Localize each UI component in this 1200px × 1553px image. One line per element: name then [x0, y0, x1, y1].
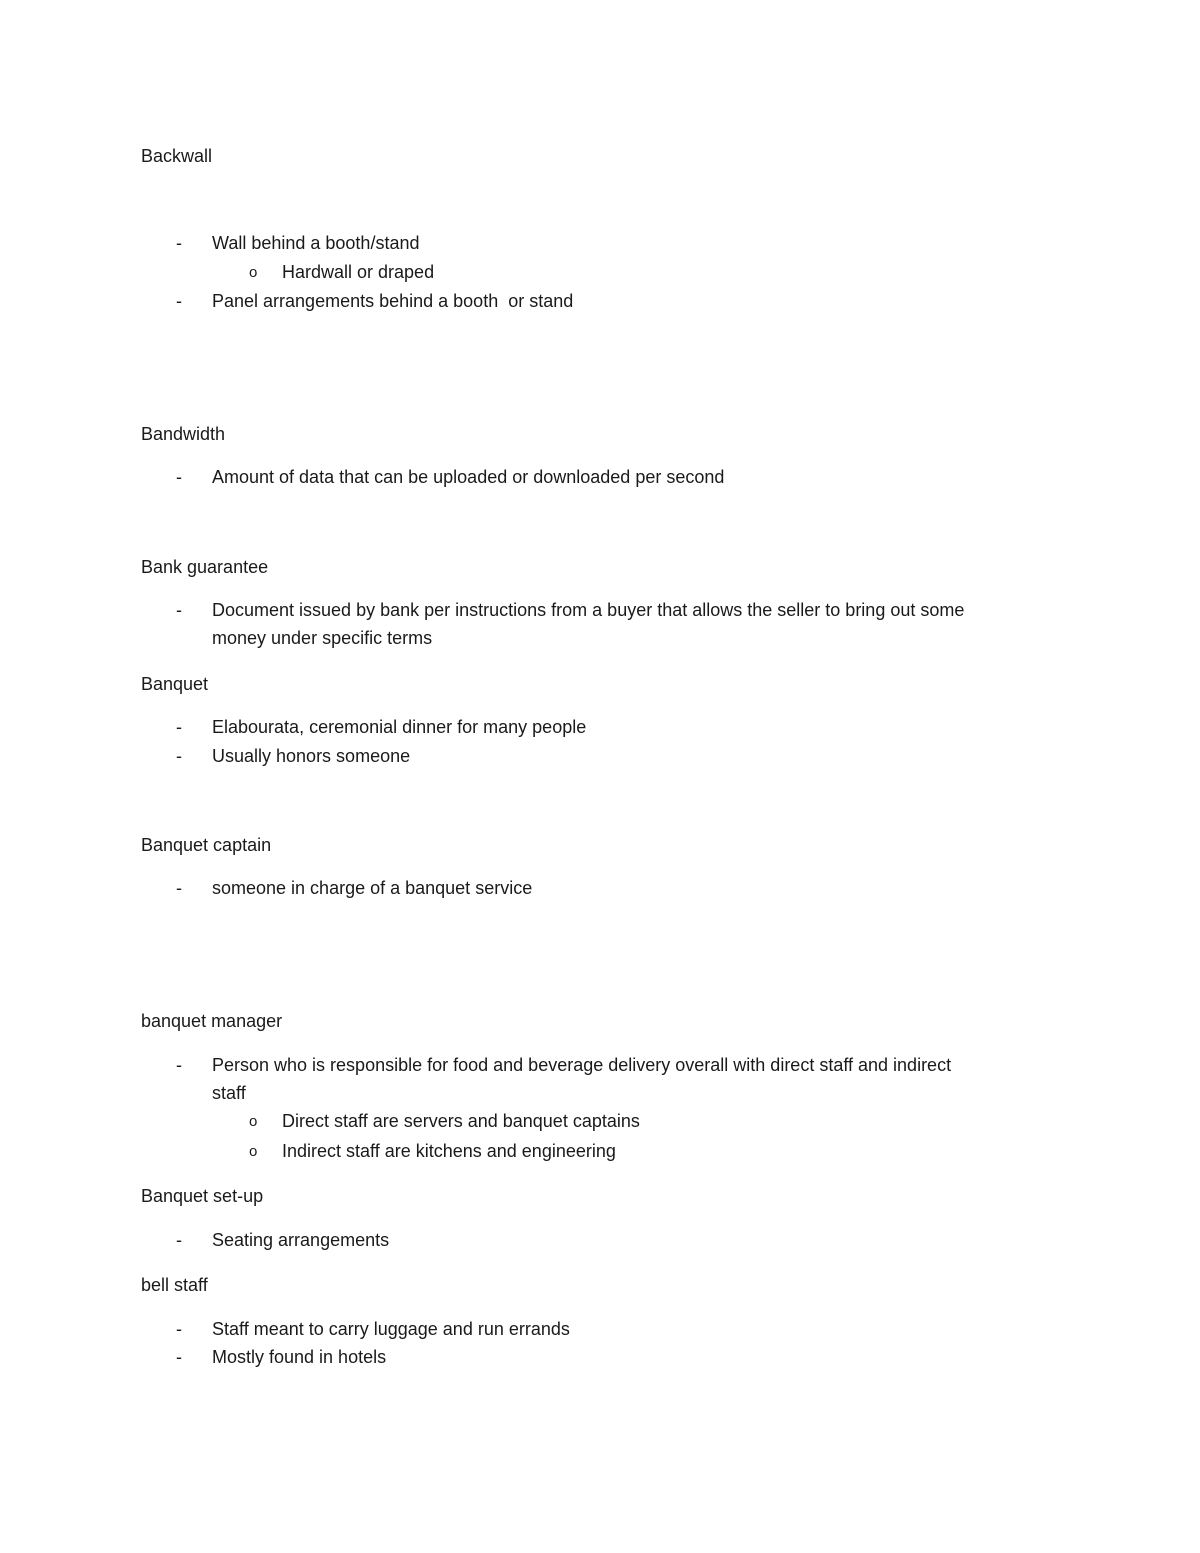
definition-item-continued: money under specific terms	[212, 628, 433, 648]
dash-bullet: -	[176, 233, 182, 253]
dash-bullet: -	[176, 1347, 182, 1367]
term-heading: Backwall	[141, 146, 213, 166]
sub-item: Hardwall or draped	[282, 262, 435, 282]
definition-item: Document issued by bank per instructions from a buyer that allows the seller to bring out some	[212, 600, 965, 620]
dash-bullet: -	[176, 1319, 182, 1339]
term-heading: Bandwidth	[141, 424, 226, 444]
sub-bullet: o	[249, 264, 258, 281]
sub-bullet: o	[249, 1143, 258, 1160]
sub-item: Direct staff are servers and banquet captains	[282, 1111, 640, 1131]
dash-bullet: -	[176, 467, 182, 487]
dash-bullet: -	[176, 878, 182, 898]
dash-bullet: -	[176, 1230, 182, 1250]
dash-bullet: -	[176, 600, 182, 620]
definition-item: Usually honors someone	[212, 746, 411, 766]
dash-bullet: -	[176, 746, 182, 766]
definition-item: Wall behind a booth/stand	[212, 233, 420, 253]
dash-bullet: -	[176, 717, 182, 737]
definition-item-continued: staff	[212, 1083, 246, 1103]
definition-item: Mostly found in hotels	[212, 1347, 387, 1367]
definition-item: Amount of data that can be uploaded or downloaded per second	[212, 467, 725, 487]
term-heading: Banquet captain	[141, 835, 272, 855]
term-heading: bell staff	[141, 1275, 208, 1295]
definition-item: Person who is responsible for food and beverage delivery overall with direct staff and indirect	[212, 1055, 952, 1075]
dash-bullet: -	[176, 1055, 182, 1075]
term-heading: Banquet	[141, 674, 209, 694]
definition-item: Elabourata, ceremonial dinner for many people	[212, 717, 587, 737]
term-heading: banquet manager	[141, 1011, 283, 1031]
sub-bullet: o	[249, 1113, 258, 1130]
definition-item: Panel arrangements behind a booth or stand	[212, 291, 574, 311]
term-heading: Bank guarantee	[141, 557, 269, 577]
definition-item: Seating arrangements	[212, 1230, 390, 1250]
sub-item: Indirect staff are kitchens and engineering	[282, 1141, 616, 1161]
definition-item: Staff meant to carry luggage and run errands	[212, 1319, 570, 1339]
dash-bullet: -	[176, 291, 182, 311]
term-heading: Banquet set-up	[141, 1186, 264, 1206]
definition-item: someone in charge of a banquet service	[212, 878, 533, 898]
